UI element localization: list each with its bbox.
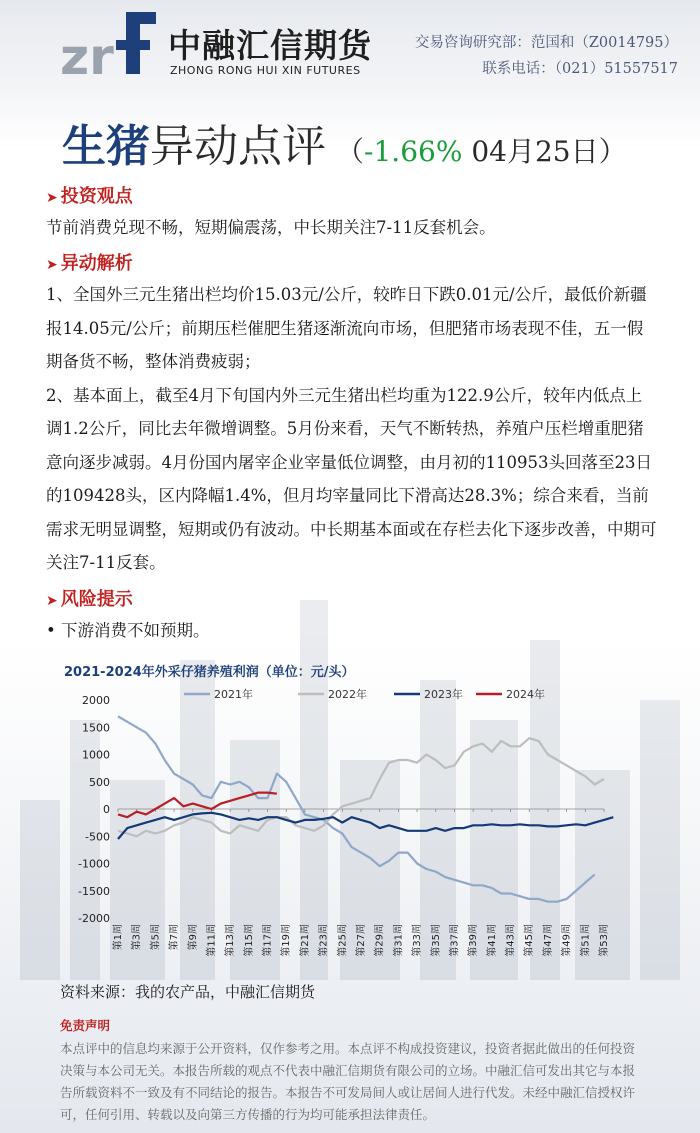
title-close-paren: ）: [598, 135, 627, 168]
legend-label: 2021年: [214, 688, 253, 701]
x-tick-label: 第35周: [430, 924, 442, 957]
risk-text: [46, 614, 658, 648]
view-text: [46, 211, 658, 245]
x-tick-label: 第3周: [131, 924, 143, 951]
x-tick-label: 第29周: [374, 924, 386, 957]
analysis-paragraph-1: 1、全国外三元生猪出栏均价15.03元/公斤，较昨日下跌0.01元/公斤，最低价新疆报14.05元/公斤；前期压栏催肥生猪逐渐流向市场，但肥猪市场表现不佳，五一假期备货不畅，整体消费疲弱；: [46, 285, 647, 371]
y-tick-label: 1500: [82, 721, 110, 735]
chart-title: 2021-2024年外采仔猪养殖利润（单位：元/头）: [64, 665, 355, 680]
report-date: 04月25日: [471, 135, 599, 168]
arrow-right-icon: ➤: [46, 257, 58, 273]
y-tick-label: 2000: [82, 694, 110, 707]
section-heading-risk-label: 风险提示: [60, 589, 133, 610]
section-heading-analysis-label: 异动解析: [60, 253, 133, 274]
report-header: [0, 0, 700, 95]
arrow-right-icon: ➤: [46, 593, 58, 609]
x-tick-label: 第9周: [187, 924, 199, 951]
risk-item: 下游消费不如预期。: [60, 621, 210, 640]
x-tick-label: 第31周: [393, 924, 405, 957]
x-tick-label: 第53周: [599, 924, 610, 957]
data-source: 资料来源：我的农产品，中融汇信期货: [60, 983, 316, 1001]
x-tick-label: 第13周: [225, 924, 237, 957]
x-tick-label: 第37周: [449, 924, 461, 957]
title-commodity: 生猪: [62, 121, 150, 172]
x-tick-label: 第1周: [113, 924, 124, 951]
section-heading-view: [46, 182, 133, 208]
phone-info: 联系电话：（021）51557517: [482, 61, 678, 77]
report-title: [62, 110, 627, 174]
x-tick-label: 第41周: [486, 924, 498, 957]
x-tick-label: 第21周: [299, 924, 311, 957]
x-tick-label: 第47周: [542, 924, 554, 957]
x-tick-label: 第11周: [206, 924, 218, 957]
arrow-right-icon: ➤: [46, 190, 58, 206]
x-tick-label: 第49周: [561, 924, 573, 957]
analysis-text: [46, 278, 658, 580]
view-paragraph: 节前消费兑现不畅，短期偏震荡，中长期关注7-11反套机会。: [46, 218, 496, 237]
section-heading-analysis: [46, 249, 133, 275]
profit-chart: [64, 662, 624, 972]
company-name-cn: 中融汇信期货: [168, 26, 372, 65]
title-kind: 异动点评: [150, 121, 326, 172]
x-tick-label: 第25周: [337, 924, 349, 957]
x-tick-label: 第17周: [262, 924, 274, 957]
disclaimer-heading: 免责声明: [60, 1018, 111, 1033]
contact-info: [415, 30, 678, 82]
y-tick-label: -1500: [78, 884, 110, 898]
x-tick-label: 第5周: [150, 924, 162, 951]
x-tick-label: 第7周: [169, 924, 181, 951]
title-meta: [336, 135, 627, 168]
y-tick-label: -500: [85, 830, 110, 844]
disclaimer-text: 本点评中的信息均来源于公开资料，仅作参考之用。本点评不构成投资建议，投资者据此做出的任何投资决策与本公司无关。本报告所载的观点不代表中融汇信期货有限公司的立场。中融汇信可发出其它与本报告所载资料不一致及有不同结论的报告。本报告不可发局间人或让居间人进行代发。未经中融汇信授权许可，任何引用、转载以及向第三方传播的行为均可能承担法律责任。: [60, 1041, 636, 1122]
zrhx-logo-icon: [60, 12, 160, 82]
x-tick-label: 第15周: [243, 924, 255, 957]
price-change: -1.66%: [364, 135, 463, 168]
y-tick-label: 1000: [82, 748, 110, 762]
company-name-en: ZHONG RONG HUI XIN FUTURES: [170, 64, 361, 77]
profit-chart-svg: [64, 662, 624, 972]
x-tick-label: 第33周: [412, 924, 424, 957]
legend-label: 2023年: [424, 688, 463, 701]
x-tick-label: 第19周: [281, 924, 293, 957]
y-tick-label: -2000: [78, 912, 110, 925]
legend-label: 2022年: [328, 688, 367, 701]
x-tick-label: 第45周: [524, 924, 536, 957]
x-tick-label: 第23周: [318, 924, 330, 957]
x-tick-label: 第43周: [505, 924, 517, 957]
series-line: [118, 738, 604, 836]
x-tick-label: 第51周: [580, 924, 592, 957]
section-heading-view-label: 投资观点: [60, 186, 133, 207]
section-heading-risk: [46, 585, 133, 611]
x-tick-label: 第27周: [356, 924, 367, 957]
legend-label: 2024年: [506, 688, 545, 701]
y-tick-label: -1000: [78, 857, 110, 871]
analyst-info: 交易咨询研究部：范国和（Z0014795）: [414, 35, 678, 51]
analysis-paragraph-2: 2、基本面上，截至4月下旬国内外三元生猪出栏均重为122.9公斤，较年内低点上调1.2公斤，同比去年微增调整。5月份来看，天气不断转热，养殖户压栏增重肥猪意向逐步减弱。4月份国内屠宰企业宰量低位调整，由月初的110953头回落至23日的109428头，区内降幅1.4%，但月均宰量同比下滑高达28.3%；综合来看，当前需求无明显调整，短期或仍有波动。中长期基本面或在存栏去化下逐步改善，中期可关注7-11反套。: [46, 385, 657, 572]
x-tick-label: 第39周: [468, 924, 480, 957]
company-logo: [60, 12, 380, 82]
svg-text:zr: zr: [60, 28, 114, 82]
title-open-paren: （: [336, 135, 365, 168]
y-tick-label: 0: [103, 803, 110, 816]
risk-paragraph: [46, 614, 658, 648]
bullet-icon: •: [46, 621, 56, 640]
y-tick-label: 500: [89, 775, 110, 789]
